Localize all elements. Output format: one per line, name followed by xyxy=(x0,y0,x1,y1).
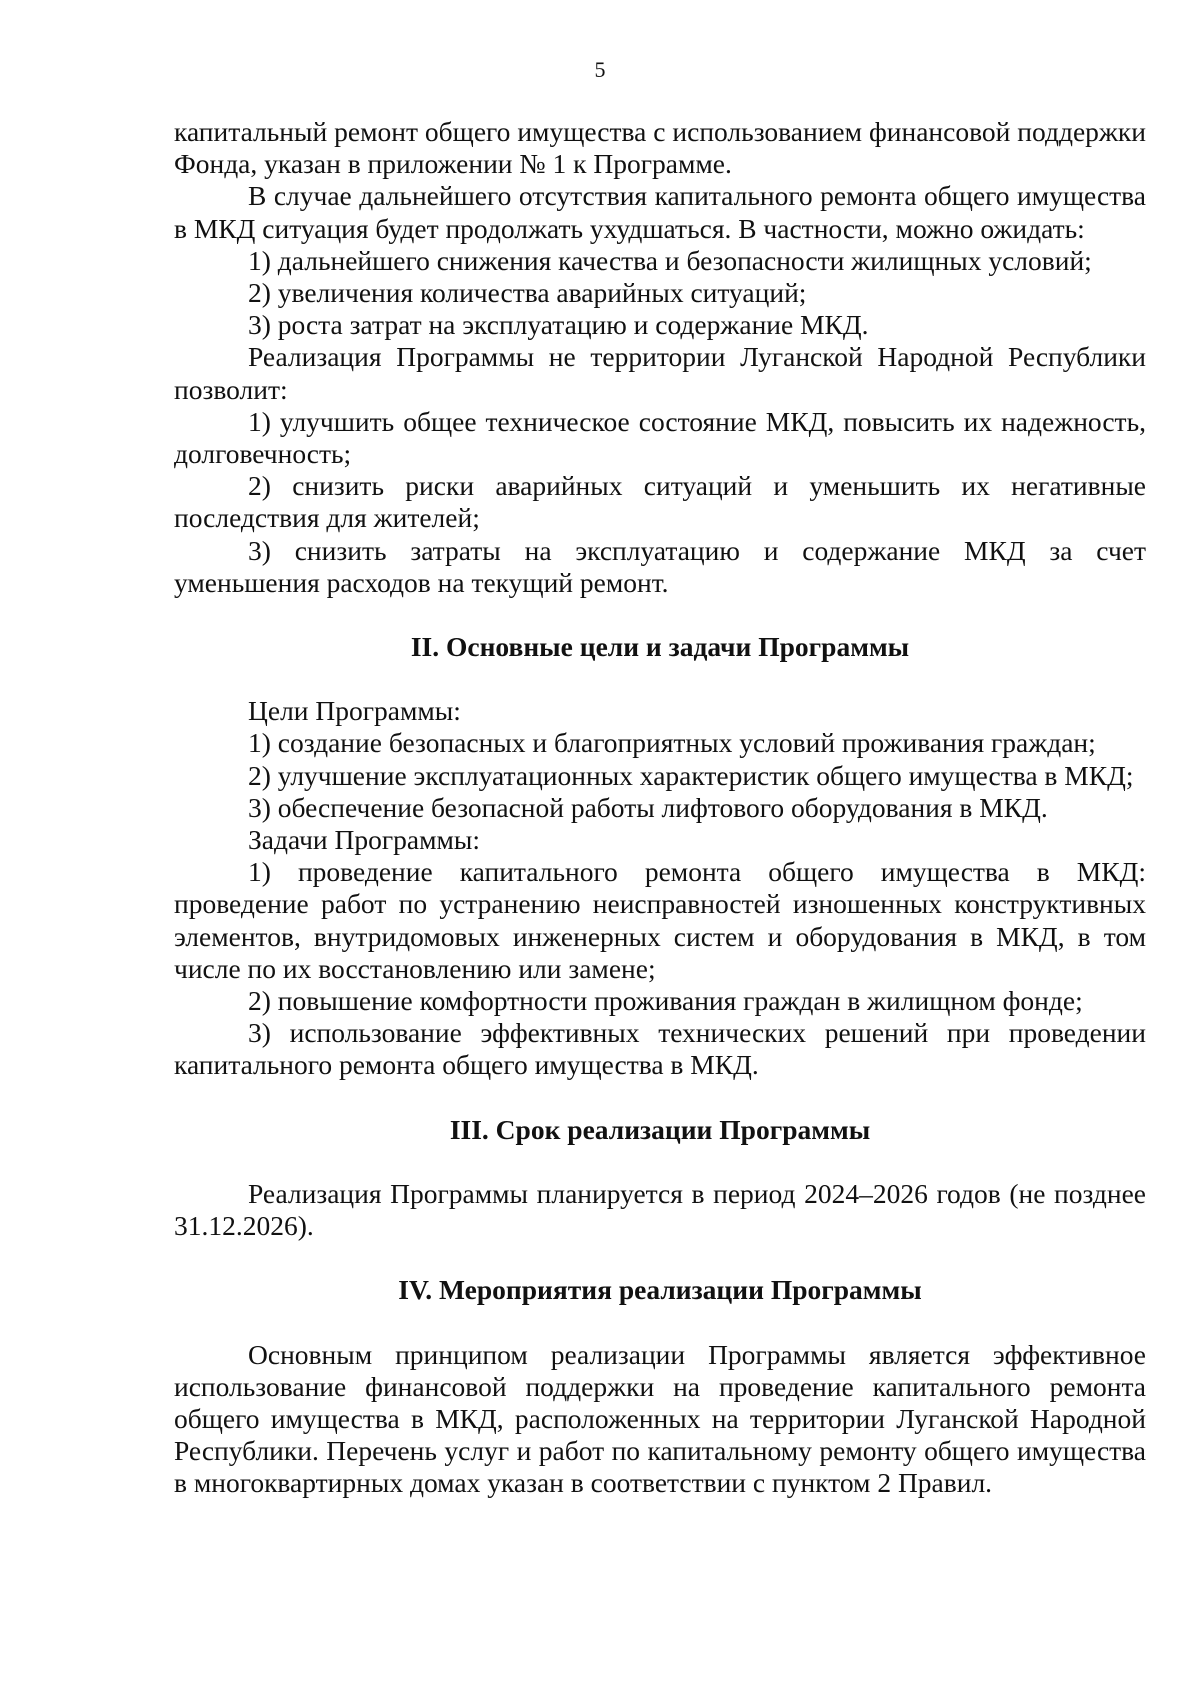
list-item: 3) использование эффективных технических решений при проведении капитального ремонта общего имущества в МКД. xyxy=(174,1017,1146,1081)
spacer xyxy=(174,1307,1146,1339)
document-body xyxy=(174,116,1146,1500)
spacer xyxy=(174,1242,1146,1274)
list-item: 3) обеспечение безопасной работы лифтового оборудования в МКД. xyxy=(248,791,1048,823)
page-number: 5 xyxy=(594,57,606,82)
spacer xyxy=(174,663,1146,695)
paragraph: капитальный ремонт общего имущества с использованием финансовой поддержки Фонда, указан в приложении № 1 к Программе. xyxy=(174,116,1146,180)
list-item: 1) проведение капитального ремонта общего имущества в МКД: проведение работ по устранению неисправностей изношенных конструктивных элементов, внутридомовых инженерных систем и оборудования в МКД, в том числе по их восстановлению или замене; xyxy=(174,856,1146,984)
paragraph: Цели Программы: xyxy=(248,695,461,727)
spacer xyxy=(174,599,1146,631)
list-item: 2) увеличения количества аварийных ситуаций; xyxy=(248,277,807,309)
paragraph: Задачи Программы: xyxy=(248,824,481,856)
list-item: 1) дальнейшего снижения качества и безопасности жилищных условий; xyxy=(248,244,1092,276)
list-item: 2) снизить риски аварийных ситуаций и уменьшить их негативные последствия для жителей; xyxy=(174,470,1146,534)
spacer xyxy=(174,1146,1146,1178)
paragraph: Реализация Программы не территории Луганской Народной Республики позволит: xyxy=(174,341,1146,405)
paragraph: Реализация Программы планируется в период 2024–2026 годов (не позднее 31.12.2026). xyxy=(174,1177,1146,1242)
paragraph: Основным принципом реализации Программы является эффективное использование финансовой поддержки на проведение капитального ремонта общего имущества в МКД, расположенных на территории Луганской Народной Республики. Перечень услуг и работ по капитальному ремонту общего имущества в многоквартирных домах указан в соответствии с пунктом 2 Правил. xyxy=(174,1338,1146,1499)
list-item: 3) роста затрат на эксплуатацию и содержание МКД. xyxy=(248,309,869,341)
section-heading: IV. Мероприятия реализации Программы xyxy=(398,1274,922,1306)
spacer xyxy=(174,1082,1146,1114)
list-item: 3) снизить затраты на эксплуатацию и содержание МКД за счет уменьшения расходов на текущий ремонт. xyxy=(174,534,1146,598)
section-heading: III. Срок реализации Программы xyxy=(449,1113,871,1145)
list-item: 1) создание безопасных и благоприятных условий проживания граждан; xyxy=(248,727,1096,759)
list-item: 2) повышение комфортности проживания граждан в жилищном фонде; xyxy=(248,985,1083,1017)
section-heading: II. Основные цели и задачи Программы xyxy=(410,631,910,663)
list-item: 1) улучшить общее техническое состояние МКД, повысить их надежность, долговечность; xyxy=(174,405,1146,470)
paragraph: В случае дальнейшего отсутствия капитального ремонта общего имущества в МКД ситуация будет продолжать ухудшаться. В частности, можно ожидать: xyxy=(174,180,1146,244)
list-item: 2) улучшение эксплуатационных характеристик общего имущества в МКД; xyxy=(248,759,1134,791)
